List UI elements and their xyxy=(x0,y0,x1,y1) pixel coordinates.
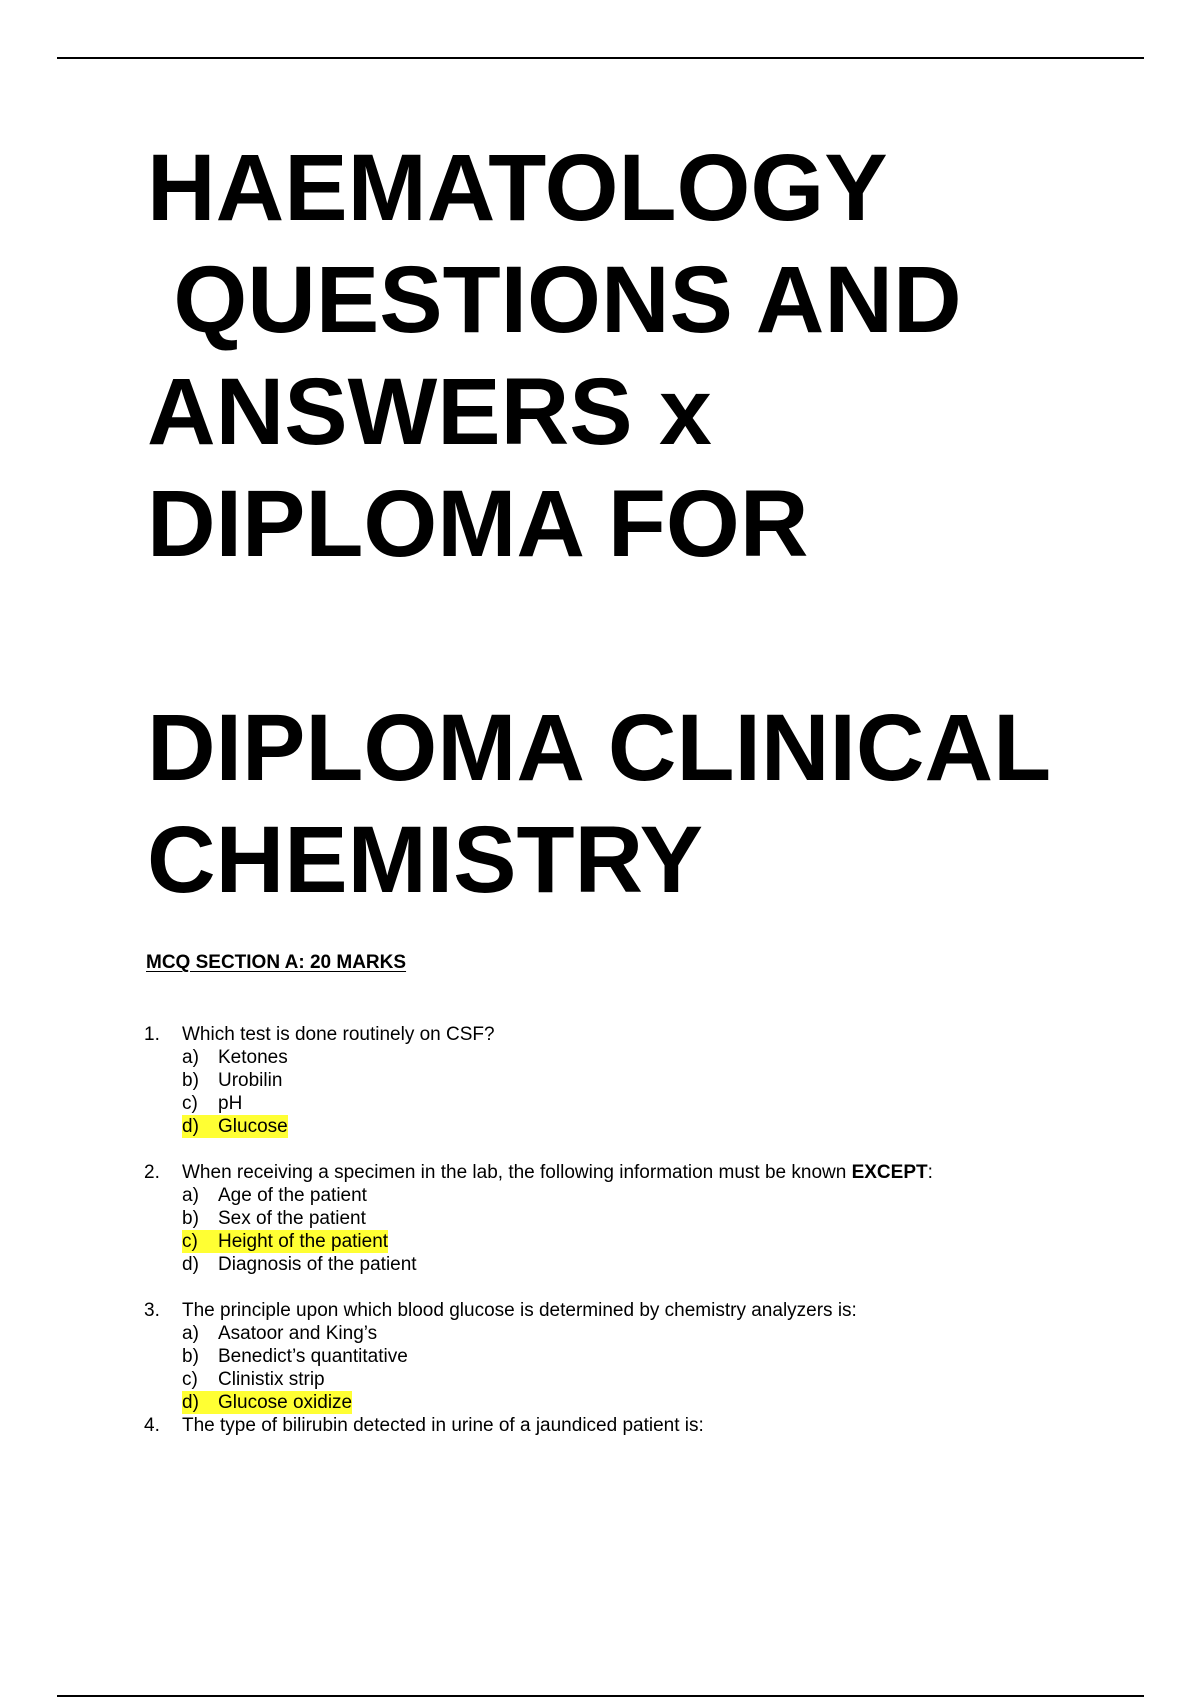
title-line: HAEMATOLOGY xyxy=(147,135,888,241)
question-text: The type of bilirubin detected in urine of a jaundiced patient is: xyxy=(182,1415,704,1436)
option-text: pH xyxy=(218,1093,243,1114)
title-gap xyxy=(147,580,1051,692)
option-letter: c) xyxy=(182,1231,198,1252)
question-list xyxy=(144,1023,1144,1460)
option-body xyxy=(182,1184,367,1207)
option-text: Ketones xyxy=(218,1047,288,1068)
option-body xyxy=(182,1322,377,1345)
option-text: Age of the patient xyxy=(218,1185,367,1206)
question-text-wrapper xyxy=(182,1161,1144,1184)
question-number: 4. xyxy=(144,1415,160,1436)
option-body xyxy=(182,1092,242,1115)
option-text: Glucose oxidize xyxy=(218,1392,353,1413)
question-number: 3. xyxy=(144,1300,160,1321)
option-letter: a) xyxy=(182,1323,199,1344)
question-item xyxy=(144,1299,1144,1414)
option-letter: d) xyxy=(182,1254,199,1275)
option-item xyxy=(182,1368,1144,1391)
title-line: DIPLOMA CLINICAL xyxy=(147,695,1052,801)
question-emphasis: EXCEPT xyxy=(851,1162,928,1183)
option-text: Sex of the patient xyxy=(218,1208,366,1229)
option-item xyxy=(182,1391,1144,1414)
option-item xyxy=(182,1115,1144,1138)
answer-highlight xyxy=(182,1230,388,1253)
question-number: 1. xyxy=(144,1024,160,1045)
option-letter: b) xyxy=(182,1208,199,1229)
title-line: CHEMISTRY xyxy=(147,807,703,913)
question-line xyxy=(144,1023,1144,1046)
option-item xyxy=(182,1069,1144,1092)
option-item xyxy=(182,1345,1144,1368)
option-text: Diagnosis of the patient xyxy=(218,1254,417,1275)
document-title xyxy=(147,132,1051,916)
option-item xyxy=(182,1230,1144,1253)
option-item xyxy=(182,1046,1144,1069)
question-line xyxy=(144,1299,1144,1322)
option-item xyxy=(182,1207,1144,1230)
question-text: When receiving a specimen in the lab, the following information must be known xyxy=(182,1162,852,1183)
question-item xyxy=(144,1161,1144,1276)
option-letter: b) xyxy=(182,1070,199,1091)
option-text: Benedict’s quantitative xyxy=(218,1346,408,1367)
question-item xyxy=(144,1414,1144,1437)
option-letter: b) xyxy=(182,1346,199,1367)
option-body xyxy=(182,1345,408,1368)
section-heading: MCQ SECTION A: 20 MARKS xyxy=(146,952,407,973)
option-body xyxy=(182,1046,288,1069)
option-body xyxy=(182,1368,325,1391)
option-text: Urobilin xyxy=(218,1070,283,1091)
title-line: QUESTIONS AND xyxy=(147,247,962,353)
option-body xyxy=(182,1069,282,1092)
option-item xyxy=(182,1253,1144,1276)
question-text: The principle upon which blood glucose is determined by chemistry analyzers is: xyxy=(182,1300,857,1321)
option-text: Glucose xyxy=(218,1116,288,1137)
option-text: Height of the patient xyxy=(218,1231,389,1252)
option-body xyxy=(182,1253,417,1276)
question-number: 2. xyxy=(144,1162,160,1183)
title-line: DIPLOMA FOR xyxy=(147,471,809,577)
option-item xyxy=(182,1092,1144,1115)
answer-highlight xyxy=(182,1115,288,1138)
question-line xyxy=(144,1414,1144,1437)
top-rule xyxy=(57,57,1144,59)
option-list xyxy=(144,1322,1144,1414)
title-line: ANSWERS x xyxy=(147,359,712,465)
option-text: Asatoor and King’s xyxy=(218,1323,378,1344)
question-line xyxy=(144,1161,1144,1184)
option-letter: a) xyxy=(182,1047,199,1068)
option-letter: d) xyxy=(182,1392,199,1413)
option-body xyxy=(182,1207,366,1230)
option-letter: d) xyxy=(182,1116,199,1137)
option-text: Clinistix strip xyxy=(218,1369,325,1390)
question-text: Which test is done routinely on CSF? xyxy=(182,1024,495,1045)
option-item xyxy=(182,1184,1144,1207)
option-list xyxy=(144,1046,1144,1138)
option-letter: c) xyxy=(182,1369,198,1390)
question-item xyxy=(144,1023,1144,1138)
option-item xyxy=(182,1322,1144,1345)
question-text-end: : xyxy=(927,1162,933,1183)
option-letter: c) xyxy=(182,1093,198,1114)
option-list xyxy=(144,1184,1144,1276)
bottom-rule xyxy=(57,1695,1144,1697)
answer-highlight xyxy=(182,1391,352,1414)
option-letter: a) xyxy=(182,1185,199,1206)
